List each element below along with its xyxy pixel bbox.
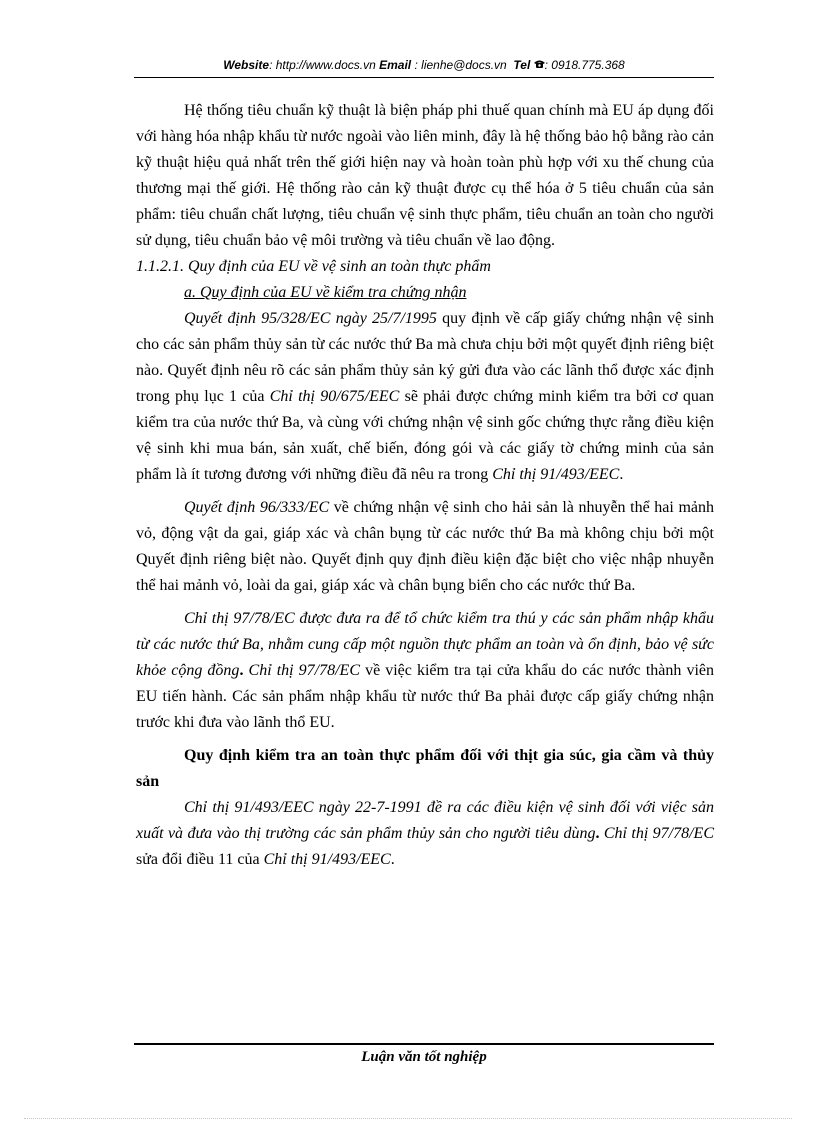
directive-97-italic: Chỉ thị 97/78/EC được đưa ra để tổ chức kiểm tra thú y các sản phẩm nhập khẩu từ các nước thứ Ba, nhằm cung cấp một nguồn thực phẩm an toàn và ổn định, bảo vệ sức khỏe cộng đồng — [136, 610, 714, 679]
directive-97-ref-2: Chỉ thị 97/78/EC — [603, 825, 715, 842]
decision-95-text: quy định về cấp giấy chứng nhận vệ sinh cho các sản phẩm thủy sản từ các nước thứ Ba mà chưa chịu bởi một quyết định riêng biệt nào. Quyết định nêu rõ các sản phẩm thủy sản ký gửi đưa vào các lãnh thổ được xác định trong phụ lục 1 của — [136, 310, 714, 405]
directive-91-ref-2: Chỉ thị 91/493/EEC — [263, 851, 391, 868]
section-heading: 1.1.2.1. Quy định của EU về vệ sinh an toàn thực phẩm — [136, 258, 491, 275]
email-value[interactable]: : lienhe@docs.vn — [414, 58, 507, 72]
bold-section-heading: Quy định kiểm tra an toàn thực phẩm đối với thịt gia súc, gia cầm và thủy sản — [136, 747, 714, 790]
document-body — [136, 98, 714, 873]
decision-96-ref: Quyết định 96/333/EC — [184, 499, 330, 516]
website-value[interactable]: : http://www.docs.vn — [269, 58, 376, 72]
period: . — [595, 825, 604, 842]
paragraph-decision-96 — [136, 495, 714, 599]
directive-97-ref: Chỉ thị 97/78/EC — [248, 662, 360, 679]
page-bottom-divider — [24, 1118, 792, 1119]
paragraph-directive-97 — [136, 606, 714, 736]
telephone-icon — [534, 58, 545, 72]
directive-90-ref: Chỉ thị 90/675/EEC — [269, 388, 400, 405]
tel-value[interactable]: : 0918.775.368 — [544, 58, 625, 72]
period: . — [390, 851, 395, 868]
page-footer: Luận văn tốt nghiệp — [134, 1043, 714, 1066]
paragraph-directive-91 — [136, 795, 714, 873]
tel-label: Tel — [513, 58, 531, 72]
paragraph-decision-95 — [136, 306, 714, 488]
directive-97-text: về việc kiểm tra tại cửa khẩu do các nước thành viên EU tiến hành. Các sản phẩm nhập khẩu từ nước thứ Ba phải được cấp giấy chứng nhận trước khi đưa vào lãnh thổ EU. — [136, 662, 715, 731]
paragraph-intro: Hệ thống tiêu chuẩn kỹ thuật là biện pháp phi thuế quan chính mà EU áp dụng đối với hàng hóa nhập khẩu từ nước ngoài vào liên minh, đây là hệ thống bảo hộ bằng rào cản kỹ thuật hiệu quả nhất trên thế giới hiện nay và hoàn toàn phù hợp với xu thế chung của thương mại thế giới. Hệ thống rào cản kỹ thuật được cụ thể hóa ở 5 tiêu chuẩn của sản phẩm: tiêu chuẩn chất lượng, tiêu chuẩn vệ sinh thực phẩm, tiêu chuẩn an toàn cho người sử dụng, tiêu chuẩn bảo vệ môi trường và tiêu chuẩn về lao động. — [136, 102, 714, 249]
decision-96-text: về chứng nhận vệ sinh cho hải sản là nhuyễn thể hai mảnh vỏ, động vật da gai, giáp xác và chân bụng từ các nước thứ Ba mà không chịu bởi một Quyết định riêng biệt nào. Quyết định quy định điều kiện đặc biệt cho việc nhập nhuyễn thể hai mảnh vỏ, loài da gai, giáp xác và chân bụng biển cho các nước thứ Ba. — [136, 499, 715, 594]
directive-91-ref: Chỉ thị 91/493/EEC — [492, 466, 620, 483]
decision-95-text-2: sẽ phải được chứng minh kiểm tra bởi cơ quan kiểm tra của nước thứ Ba, và cùng với chứng nhận vệ sinh gốc chứng thực rằng điều kiện vệ sinh khi mua bán, sản xuất, chế biến, đóng gói và các giấy tờ chứng minh của sản phẩm là ít tương đương với những điều đã nêu ra trong — [136, 388, 714, 483]
subsection-heading: a. Quy định của EU về kiểm tra chứng nhận — [184, 284, 467, 301]
directive-91-text: sửa đổi điều 11 của — [136, 851, 264, 868]
website-label: Website — [223, 58, 270, 72]
decision-95-ref: Quyết định 95/328/EC ngày 25/7/1995 — [184, 310, 437, 327]
email-label: Email — [379, 58, 412, 72]
period: . — [239, 662, 249, 679]
page-header — [134, 53, 714, 78]
period: . — [619, 466, 624, 483]
directive-91-italic: Chỉ thị 91/493/EEC ngày 22-7-1991 đề ra các điều kiện vệ sinh đối với việc sản xuất và đưa vào thị trường các sản phẩm thủy sản cho người tiêu dùng — [136, 799, 714, 842]
